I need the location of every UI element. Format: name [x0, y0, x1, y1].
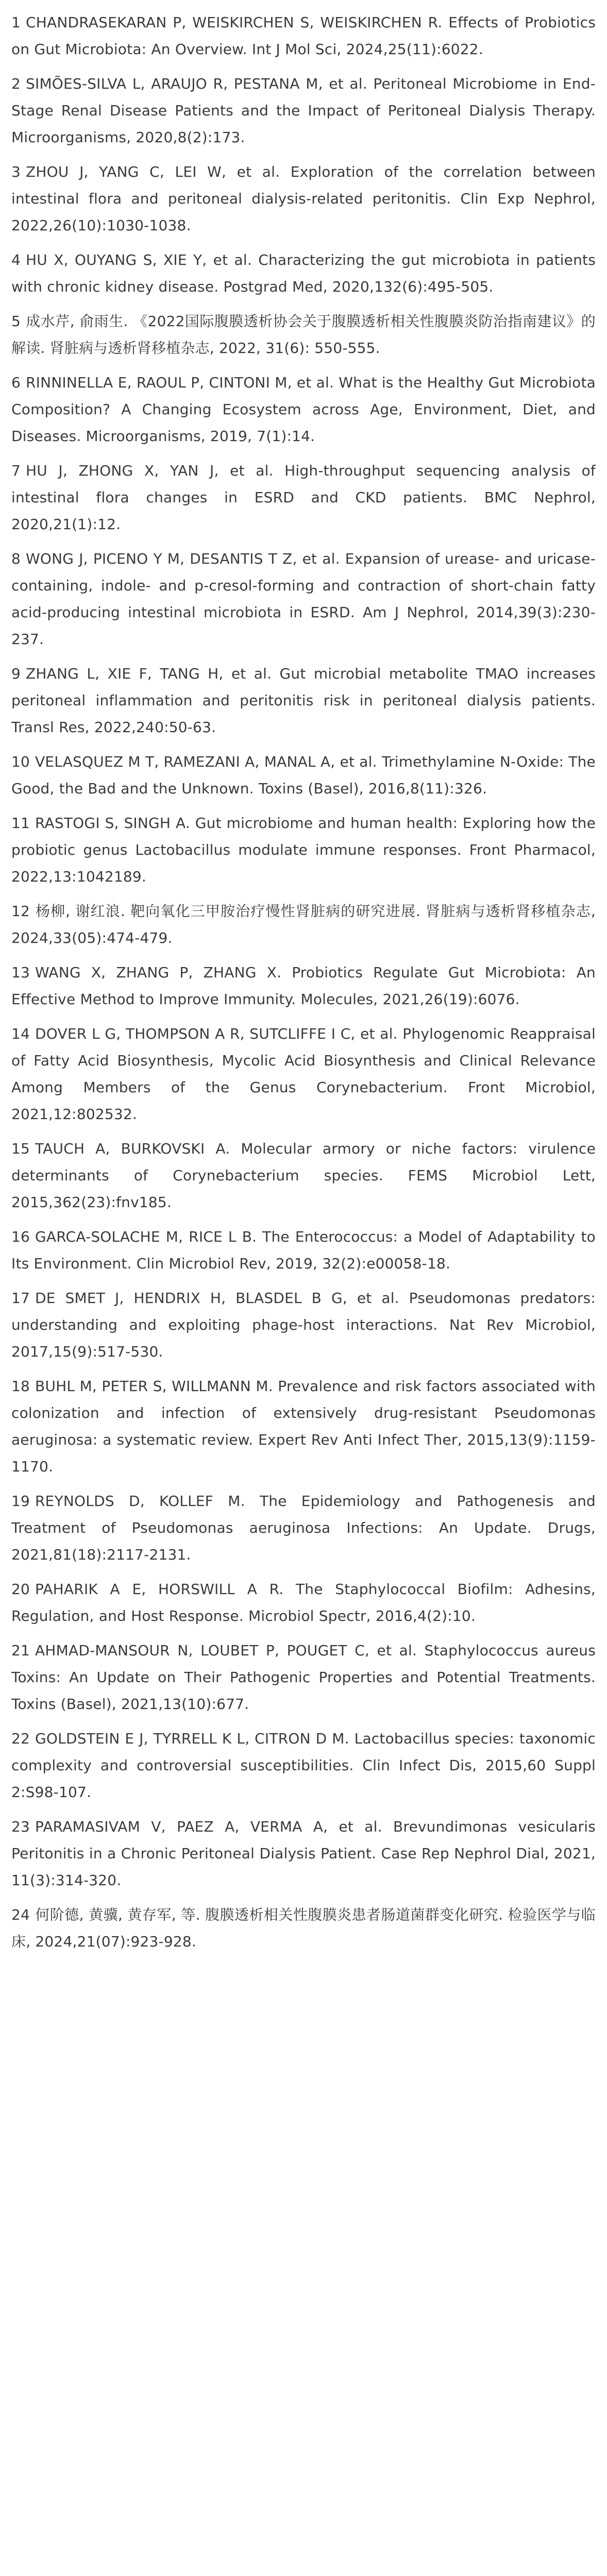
reference-item: [11, 1021, 596, 1128]
reference-text: RASTOGI S, SINGH A. Gut microbiome and human health: Exploring how the probiotic genus Lactobacillus modulate immune responses. Front Pharmacol, 2022,13:1042189.: [11, 815, 596, 885]
reference-text: GOLDSTEIN E J, TYRRELL K L, CITRON D M. Lactobacillus species: taxonomic complexity and controversial susceptibilities. Clin Infect Dis, 2015,60 Suppl 2:S98-107.: [11, 1730, 596, 1801]
reference-item: [11, 1285, 596, 1365]
reference-item: [11, 159, 596, 239]
reference-text: TAUCH A, BURKOVSKI A. Molecular armory or niche factors: virulence determinants of Corynebacterium species. FEMS Microbiol Lett, 2015,362(23):fnv185.: [11, 1140, 596, 1211]
reference-item: [11, 1902, 596, 1955]
reference-number: 3: [11, 163, 21, 180]
reference-item: [11, 1725, 596, 1806]
reference-text: RINNINELLA E, RAOUL P, CINTONI M, et al. What is the Healthy Gut Microbiota Composition? A Changing Ecosystem across Age, Environment, Diet, and Diseases. Microorganisms, 2019, 7(1):14.: [11, 374, 596, 445]
reference-text: ZHANG L, XIE F, TANG H, et al. Gut microbial metabolite TMAO increases peritoneal inflammation and peritonitis risk in peritoneal dialysis patients. Transl Res, 2022,240:50-63.: [11, 665, 596, 736]
reference-item: [11, 1576, 596, 1630]
reference-text: ZHOU J, YANG C, LEI W, et al. Exploration of the correlation between intestinal flora and peritoneal dialysis-related peritonitis. Clin Exp Nephrol, 2022,26(10):1030-1038.: [11, 163, 596, 234]
reference-text: 成水芹, 俞雨生. 《2022国际腹膜透析协会关于腹膜透析相关性腹膜炎防治指南建议》的解读. 肾脏病与透析肾移植杂志, 2022, 31(6): 550-555.: [11, 313, 596, 357]
reference-item: [11, 898, 596, 952]
reference-number: 18: [11, 1378, 30, 1395]
reference-text: HU J, ZHONG X, YAN J, et al. High-throughput sequencing analysis of intestinal flora changes in ESRD and CKD patients. BMC Nephrol, 2020,21(1):12.: [11, 462, 596, 533]
reference-number: 5: [11, 313, 21, 330]
reference-text: CHANDRASEKARAN P, WEISKIRCHEN S, WEISKIRCHEN R. Effects of Probiotics on Gut Microbiota: An Overview. Int J Mol Sci, 2024,25(11):6022.: [11, 14, 596, 58]
reference-number: 15: [11, 1140, 30, 1157]
reference-number: 21: [11, 1642, 30, 1659]
reference-text: AHMAD-MANSOUR N, LOUBET P, POUGET C, et al. Staphylococcus aureus Toxins: An Update on Their Pathogenic Properties and Potential Treatments. Toxins (Basel), 2021,13(10):677.: [11, 1642, 596, 1713]
reference-text: DOVER L G, THOMPSON A R, SUTCLIFFE I C, et al. Phylogenomic Reappraisal of Fatty Acid Biosynthesis, Mycolic Acid Biosynthesis and Clinical Relevance Among Members of the Genus Corynebacterium. Front Microbiol, 2021,12:802532.: [11, 1025, 596, 1123]
reference-text: WONG J, PICENO Y M, DESANTIS T Z, et al. Expansion of urease- and uricase-containing, indole- and p-cresol-forming and contraction of short-chain fatty acid-producing intestinal microbiota in ESRD. Am J Nephrol, 2014,39(3):230-237.: [11, 550, 596, 648]
reference-number: 16: [11, 1228, 30, 1245]
reference-item: [11, 71, 596, 151]
reference-text: 杨柳, 谢红浪. 靶向氧化三甲胺治疗慢性肾脏病的研究进展. 肾脏病与透析肾移植杂志, 2024,33(05):474-479.: [11, 903, 596, 946]
reference-item: [11, 308, 596, 362]
reference-item: [11, 660, 596, 741]
reference-number: 12: [11, 903, 30, 920]
reference-text: 何阶德, 黄骥, 黄存军, 等. 腹膜透析相关性腹膜炎患者肠道菌群变化研究. 检验医学与临床, 2024,21(07):923-928.: [11, 1906, 596, 1950]
reference-item: [11, 1814, 596, 1894]
reference-number: 13: [11, 964, 30, 981]
reference-number: 11: [11, 815, 30, 832]
reference-item: [11, 1637, 596, 1718]
reference-number: 17: [11, 1290, 30, 1307]
reference-text: HU X, OUYANG S, XIE Y, et al. Characterizing the gut microbiota in patients with chronic kidney disease. Postgrad Med, 2020,132(6):495-505.: [11, 251, 596, 295]
reference-item: [11, 247, 596, 300]
reference-item: [11, 1488, 596, 1568]
reference-text: PARAMASIVAM V, PAEZ A, VERMA A, et al. Brevundimonas vesicularis Peritonitis in a Chronic Peritoneal Dialysis Patient. Case Rep Nephrol Dial, 2021, 11(3):314-320.: [11, 1818, 596, 1889]
reference-text: DE SMET J, HENDRIX H, BLASDEL B G, et al. Pseudomonas predators: understanding and exploiting phage-host interactions. Nat Rev Microbiol, 2017,15(9):517-530.: [11, 1290, 596, 1360]
reference-text: GARCA-SOLACHE M, RICE L B. The Enterococcus: a Model of Adaptability to Its Environment. Clin Microbiol Rev, 2019, 32(2):e00058-18.: [11, 1228, 596, 1272]
reference-number: 7: [11, 462, 21, 479]
reference-item: [11, 1224, 596, 1277]
reference-text: SIMÕES-SILVA L, ARAUJO R, PESTANA M, et al. Peritoneal Microbiome in End-Stage Renal Disease Patients and the Impact of Peritoneal Dialysis Therapy. Microorganisms, 2020,8(2):173.: [11, 75, 596, 146]
reference-item: [11, 546, 596, 653]
reference-number: 1: [11, 14, 21, 31]
reference-number: 2: [11, 75, 21, 92]
reference-number: 14: [11, 1025, 30, 1042]
reference-text: BUHL M, PETER S, WILLMANN M. Prevalence and risk factors associated with colonization and infection of extensively drug-resistant Pseudomonas aeruginosa: a systematic review. Expert Rev Anti Infect Ther, 2015,13(9):1159-1170.: [11, 1378, 596, 1475]
reference-number: 20: [11, 1581, 30, 1598]
reference-list: [11, 9, 596, 1955]
reference-item: [11, 810, 596, 890]
reference-text: REYNOLDS D, KOLLEF M. The Epidemiology and Pathogenesis and Treatment of Pseudomonas aeruginosa Infections: An Update. Drugs, 2021,81(18):2117-2131.: [11, 1493, 596, 1563]
reference-number: 6: [11, 374, 21, 391]
reference-number: 4: [11, 251, 21, 268]
reference-text: WANG X, ZHANG P, ZHANG X. Probiotics Regulate Gut Microbiota: An Effective Method to Improve Immunity. Molecules, 2021,26(19):6076.: [11, 964, 596, 1008]
reference-text: VELASQUEZ M T, RAMEZANI A, MANAL A, et al. Trimethylamine N-Oxide: The Good, the Bad and the Unknown. Toxins (Basel), 2016,8(11):326.: [11, 753, 596, 797]
reference-item: [11, 1136, 596, 1216]
reference-number: 23: [11, 1818, 30, 1835]
reference-number: 22: [11, 1730, 30, 1747]
reference-number: 9: [11, 665, 21, 682]
reference-item: [11, 749, 596, 802]
reference-item: [11, 1373, 596, 1480]
reference-item: [11, 959, 596, 1013]
reference-number: 19: [11, 1493, 30, 1510]
reference-item: [11, 457, 596, 538]
reference-number: 24: [11, 1906, 30, 1923]
reference-number: 8: [11, 550, 21, 567]
reference-item: [11, 9, 596, 63]
reference-text: PAHARIK A E, HORSWILL A R. The Staphylococcal Biofilm: Adhesins, Regulation, and Host Response. Microbiol Spectr, 2016,4(2):10.: [11, 1581, 596, 1624]
reference-number: 10: [11, 753, 30, 770]
reference-item: [11, 369, 596, 450]
